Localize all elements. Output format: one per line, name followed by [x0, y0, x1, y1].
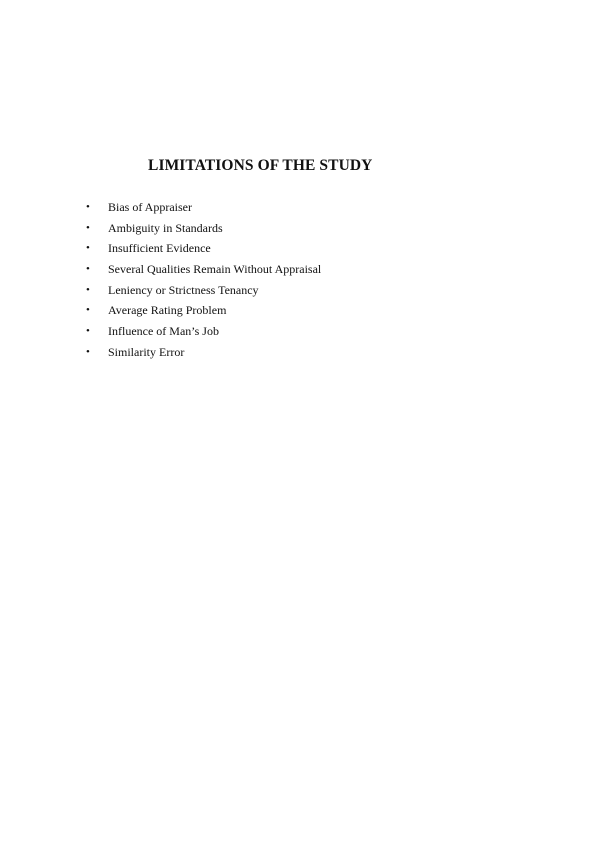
list-item-text: Insufficient Evidence	[108, 241, 211, 256]
list-item-text: Influence of Man’s Job	[108, 324, 219, 339]
bullet-icon: •	[86, 263, 90, 276]
bullet-icon: •	[86, 283, 90, 296]
list-item-text: Similarity Error	[108, 344, 185, 359]
list-item-text: Average Rating Problem	[108, 303, 227, 318]
bullet-icon: •	[86, 201, 90, 213]
bullet-icon: •	[86, 325, 90, 338]
list-item-text: Leniency or Strictness Tenancy	[108, 282, 259, 297]
bullet-icon: •	[86, 304, 90, 317]
list-item-text: Bias of Appraiser	[108, 200, 192, 214]
bullet-icon: •	[86, 221, 90, 234]
list-item-text: Ambiguity in Standards	[108, 220, 223, 235]
bullet-icon: •	[86, 242, 90, 255]
page-title: LIMITATIONS OF THE STUDY	[148, 157, 373, 174]
list-item-text: Several Qualities Remain Without Appraisal	[108, 262, 322, 277]
bullet-icon: •	[86, 345, 90, 358]
